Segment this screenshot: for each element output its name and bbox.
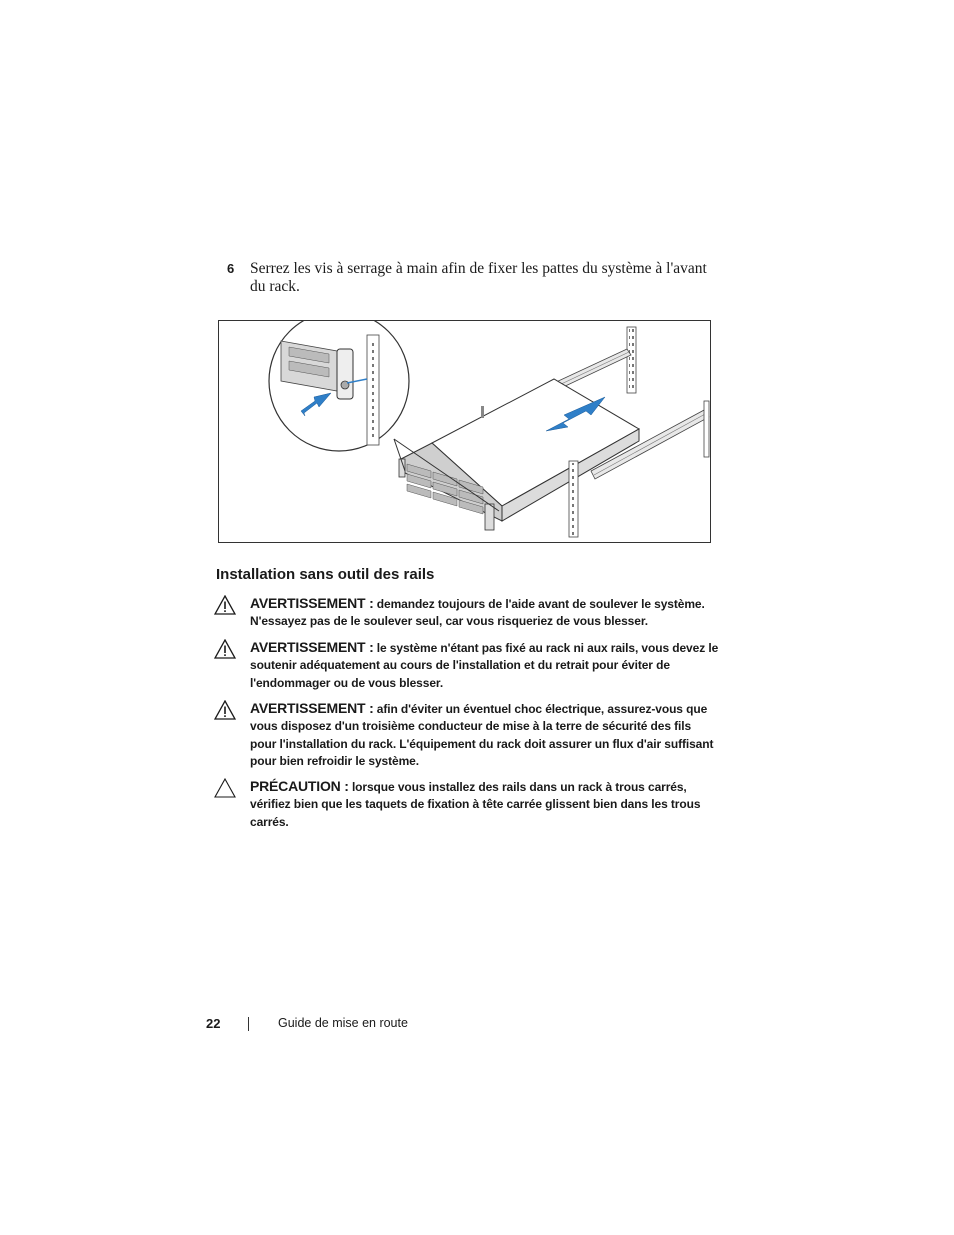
page-number: 22 — [206, 1016, 221, 1031]
notice-text: afin d'éviter un éventuel choc électrique, assurez-vous que vous disposez d'un troisième conducteur de mise à la terre de sécurité des fils pour l'installation du rack. L'équipement du rack doit assurer un flux d'air suffisant pour bien refroidir le système. — [250, 702, 714, 768]
warning-notice-2 — [250, 639, 720, 692]
rack-installation-illustration — [218, 320, 711, 543]
warning-icon — [214, 639, 236, 659]
caution-notice — [250, 778, 720, 831]
warning-notice-3 — [250, 700, 720, 770]
footer-divider — [248, 1017, 249, 1031]
notice-label: AVERTISSEMENT : — [250, 595, 374, 611]
front-rack-post — [569, 461, 578, 537]
step-text: Serrez les vis à serrage à main afin de fixer les pattes du système à l'avant du rack. — [250, 260, 707, 295]
notice-label: AVERTISSEMENT : — [250, 700, 374, 716]
server-chassis — [399, 379, 639, 530]
notice-text: lorsque vous installez des rails dans un rack à trous carrés, vérifiez bien que les taquets de fixation à tête carrée glissent bien dans les trous carrés. — [250, 780, 701, 829]
rear-rack-post — [627, 327, 636, 393]
notice-text: demandez toujours de l'aide avant de soulever le système. N'essayez pas de le soulever seul, car vous risqueriez de vous blesser. — [250, 597, 705, 629]
step-6 — [227, 260, 717, 296]
upper-rail — [554, 349, 631, 389]
step-number: 6 — [227, 261, 235, 276]
notice-text: le système n'étant pas fixé au rack ni aux rails, vous devez le soutenir adéquatement au cours de l'installation et du retrait pour éviter de l'endommager ou de vous blesser. — [250, 641, 719, 690]
warning-notice-1 — [250, 595, 720, 631]
warning-icon — [214, 700, 236, 720]
document-title: Guide de mise en route — [278, 1016, 408, 1030]
notice-label: PRÉCAUTION : — [250, 778, 349, 794]
notice-label: AVERTISSEMENT : — [250, 639, 374, 655]
caution-icon — [214, 778, 236, 798]
detail-magnifier — [269, 321, 409, 451]
section-heading: Installation sans outil des rails — [216, 566, 435, 583]
server-rack-drawing — [219, 321, 712, 544]
warning-icon — [214, 595, 236, 615]
